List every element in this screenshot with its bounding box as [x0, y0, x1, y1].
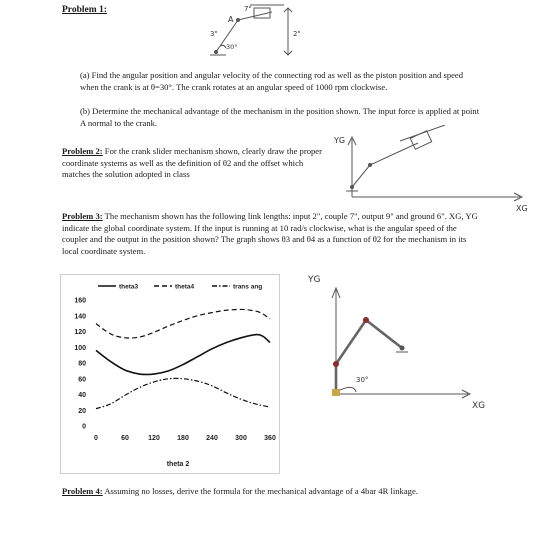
problem3-heading: Problem 3: [62, 211, 103, 221]
x-tick-label: 360 [264, 435, 276, 442]
x-tick-label: 120 [148, 435, 160, 442]
input-ground [332, 389, 340, 396]
y-tick-label: 80 [78, 360, 86, 368]
legend-label: theta3 [119, 283, 139, 291]
y-tick-label: 160 [74, 297, 86, 305]
xg-label: XG [516, 204, 528, 213]
problem1-part-b: (b) Determine the mechanical advantage of the mechanism in the position shown. The input force is applied at point A normal to the crank. [80, 106, 480, 128]
problem2-paragraph [62, 146, 332, 181]
xg-label: XG [472, 401, 486, 411]
label-7in: 7" [244, 5, 252, 13]
y-tick-label: 120 [74, 329, 86, 336]
problem3-paragraph [62, 211, 480, 257]
y-tick-label: 40 [78, 392, 86, 399]
y-tick-label: 0 [82, 423, 86, 431]
x-tick-label: 60 [121, 435, 129, 442]
problem3-sketch [296, 268, 516, 418]
pin-a [236, 18, 240, 22]
crank-link [352, 165, 370, 187]
yg-label: YG [308, 275, 321, 285]
problem4-heading: Problem 4: [62, 486, 103, 496]
x-axis-label: theta 2 [166, 461, 190, 468]
x-tick-label: 0 [94, 435, 98, 442]
output-link [366, 320, 402, 348]
y-tick-label: 100 [74, 344, 86, 352]
joint-b [333, 361, 339, 367]
chart-legend [98, 284, 262, 291]
slider-track [400, 125, 445, 141]
problem1-part-a: (a) Find the angular position and angular velocity of the connecting rod as well as the piston position and speed when the crank is at θ=30°. The crank rotates at an angular speed of 1000 rpm clockwise. [80, 70, 464, 92]
legend-label: theta4 [175, 283, 195, 291]
y-tick-label: 140 [74, 313, 86, 321]
connecting-rod [238, 12, 272, 20]
ground-pivot [214, 50, 218, 54]
problem2-heading: Problem 2: [62, 146, 103, 156]
problem1-sketch [180, 0, 330, 62]
theta-chart [60, 274, 280, 474]
label-a: A [228, 15, 234, 24]
problem4-text: Assuming no losses, derive the formula for the mechanical advantage of a 4bar 4R linkage. [102, 486, 418, 496]
x-tick-label: 180 [177, 435, 189, 442]
x-tick-label: 300 [235, 435, 247, 442]
label-30deg: 30° [226, 43, 238, 51]
coupler-link [336, 320, 366, 364]
problem3-text: The mechanism shown has the following link lengths: input 2", couple 7", output 9" and ground 6". XG, YG indicate the global coordinate system. If the input is running at 10 rad/s clockwise, what is the angular speed of the coupler and the output in the position shown? The graph shows θ3 and θ4 as a function of θ2 for the mechanism in its local coordinate system. [62, 211, 478, 256]
y-tick-label: 20 [78, 407, 86, 415]
yg-label: YG [334, 136, 346, 145]
angle-label: 30° [356, 376, 369, 384]
problem2-sketch [330, 125, 535, 215]
connecting-rod [370, 143, 418, 165]
y-tick-label: 60 [78, 376, 86, 384]
x-tick-label: 240 [206, 435, 218, 442]
problem2-text: For the crank slider mechanism shown, clearly draw the proper coordinate systems as well as the definition of θ2 and the offset which matches the solution adopted in class [62, 146, 322, 180]
label-3in: 3" [210, 30, 218, 38]
joint-c [363, 317, 369, 323]
problem1-heading: Problem 1: [62, 5, 107, 15]
label-2in: 2" [293, 30, 301, 38]
legend-label: trans ang [233, 283, 263, 291]
problem4-paragraph [62, 486, 480, 498]
chart-frame [61, 275, 280, 474]
output-pivot [400, 346, 405, 351]
